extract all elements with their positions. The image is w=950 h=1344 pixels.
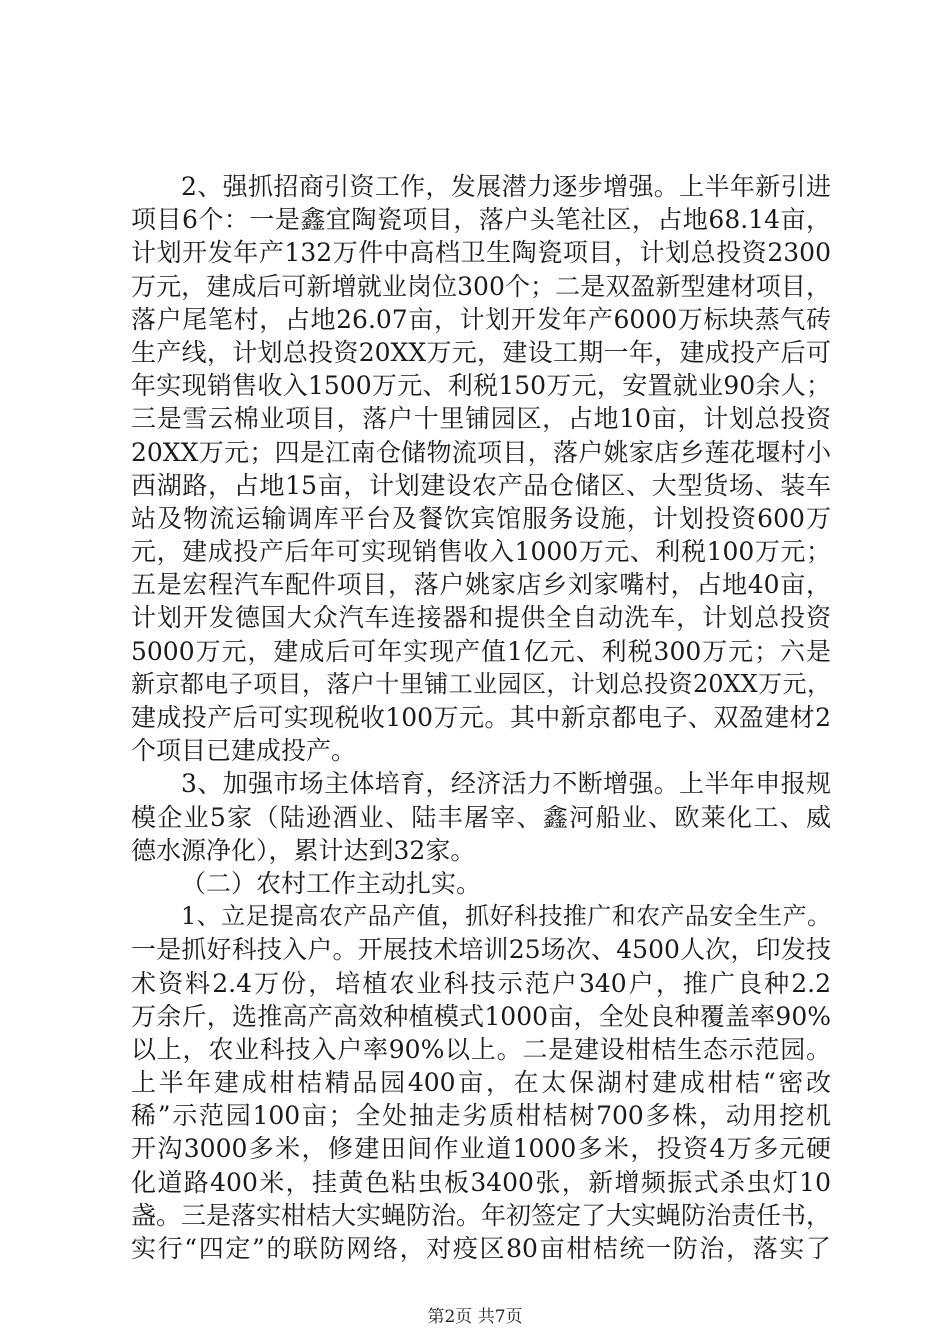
text-line: 德水源净化），累计达到32家。	[131, 835, 476, 865]
text-line: 年实现销售收入1500万元、利税150万元，安置就业90余人；	[131, 371, 831, 401]
text-line: 20XX万元；四是江南仓储物流项目，落户姚家店乡莲花堰村小	[131, 437, 831, 467]
text-line: 开沟3000多米，修建田间作业道1000多米，投资4万多元硬	[131, 1134, 831, 1164]
text-line: 个项目已建成投产。	[131, 736, 357, 766]
text-line: 盏。三是落实柑桔大实蝇防治。年初签定了大实蝇防治责任书，	[131, 1200, 832, 1230]
text-line: 模企业5家（陆逊酒业、陆丰屠宰、鑫河船业、欧莱化工、威	[131, 802, 831, 832]
text-line: 站及物流运输调库平台及餐饮宾馆服务设施，计划投资600万	[131, 503, 831, 533]
text-line: 5000万元，建成后可年实现产值1亿元、利税300万元；六是	[131, 636, 831, 666]
text-line: 计划开发德国大众汽车连接器和提供全自动洗车，计划总投资	[131, 603, 831, 633]
text-line: 万元，建成后可新增就业岗位300个；二是双盈新型建材项目，	[131, 271, 831, 301]
text-line: 万余斤，选推高产高效种植模式1000亩，全处良种覆盖率90%	[131, 1001, 831, 1031]
text-line: 术资料2.4万份，培植农业科技示范户340户，推广良种2.2	[131, 968, 831, 998]
text-line: 2、强抓招商引资工作，发展潜力逐步增强。上半年新引进	[181, 172, 831, 201]
text-line: 西湖路，占地15亩，计划建设农产品仓储区、大型货场、装车	[131, 470, 831, 500]
text-line: 3、加强市场主体培育，经济活力不断增强。上半年申报规	[181, 769, 831, 799]
text-line: 三是雪云棉业项目，落户十里铺园区，占地10亩，计划总投资	[131, 404, 831, 434]
text-line: 五是宏程汽车配件项目，落户姚家店乡刘家嘴村，占地40亩，	[131, 570, 831, 600]
text-line: 新京都电子项目，落户十里铺工业园区，计划总投资20XX万元，	[131, 669, 831, 698]
text-line: 元，建成投产后年可实现销售收入1000万元、利税100万元；	[131, 537, 831, 567]
text-line: 一是抓好科技入户。开展技术培训25场次、4500人次，印发技	[131, 935, 831, 965]
page-footer: 第2页 共7页	[427, 1307, 523, 1327]
text-line: 实行“四定”的联防网络，对疫区80亩柑桔统一防治，落实了	[131, 1234, 831, 1263]
text-line: 化道路400米，挂黄色粘虫板3400张，新增频振式杀虫灯10	[131, 1167, 831, 1197]
text-line: 计划开发年产132万件中高档卫生陶瓷项目，计划总投资2300	[131, 238, 831, 268]
text-line: 落户尾笔村，占地26.07亩，计划开发年产6000万标块蒸气砖	[131, 304, 831, 334]
text-line: 上半年建成柑桔精品园400亩，在太保湖村建成柑桔“密改	[131, 1068, 831, 1098]
text-line: 稀”示范园100亩；全处抽走劣质柑桔树700多株，动用挖机	[131, 1101, 831, 1131]
text-line: 1、立足提高农产品产值，抓好科技推广和农产品安全生产。	[181, 902, 831, 931]
text-line: 项目6个：一是鑫宜陶瓷项目，落户头笔社区，占地68.14亩，	[131, 205, 831, 235]
body-text	[131, 170, 831, 1265]
text-line: 建成投产后可实现税收100万元。其中新京都电子、双盈建材2	[131, 703, 831, 732]
text-line: （二）农村工作主动扎实。	[181, 868, 482, 898]
text-line: 生产线，计划总投资20XX万元，建设工期一年，建成投产后可	[131, 337, 831, 367]
text-line: 以上，农业科技入户率90%以上。二是建设柑桔生态示范园。	[131, 1034, 831, 1064]
